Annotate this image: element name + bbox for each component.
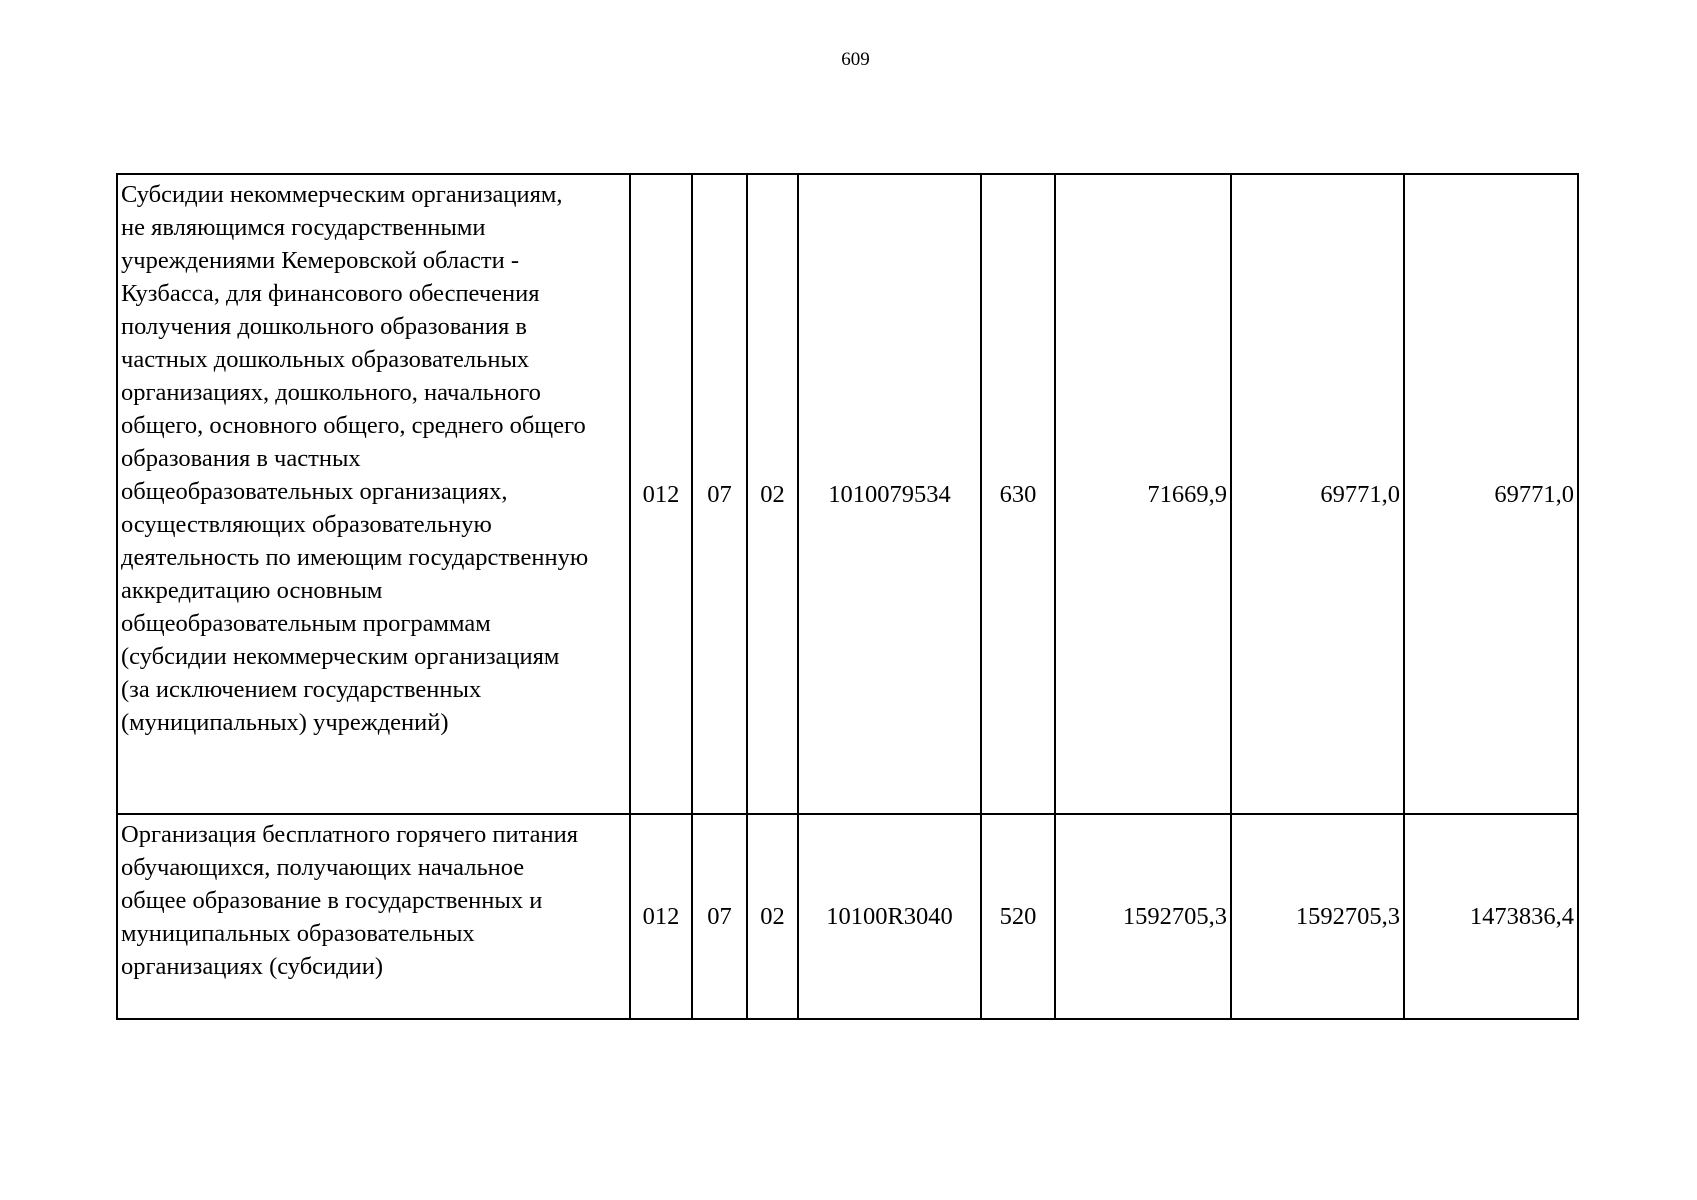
description-line: Организация бесплатного горячего питания xyxy=(121,821,579,848)
description-line: организациях (субсидии) xyxy=(121,953,383,980)
description-line: осуществляющих образовательную xyxy=(121,511,492,538)
table-row xyxy=(117,174,1578,814)
amount-2: 69771,0 xyxy=(1231,174,1404,814)
target-article-code: 10100R3040 xyxy=(798,814,981,1019)
description-line: общеобразовательных организациях, xyxy=(121,478,508,505)
description-line: учреждениями Кемеровской области - xyxy=(121,247,519,274)
description-line: общеобразовательным программам xyxy=(121,610,491,637)
page-number: 609 xyxy=(841,49,870,70)
expense-type-code: 630 xyxy=(981,174,1055,814)
description-line: Кузбасса, для финансового обеспечения xyxy=(121,280,540,307)
description-line: (субсидии некоммерческим организациям xyxy=(121,643,560,670)
description-line: общее образование в государственных и xyxy=(121,887,543,914)
amount-1: 1592705,3 xyxy=(1055,814,1231,1019)
description-line: организациях, дошкольного, начального xyxy=(121,379,541,406)
description-line: частных дошкольных образовательных xyxy=(121,346,530,373)
ministry-code: 012 xyxy=(630,174,692,814)
subsection-code: 02 xyxy=(747,814,798,1019)
description-line: деятельность по имеющим государственную xyxy=(121,544,589,571)
description-line: не являющимся государственными xyxy=(121,214,486,241)
description-line: (за исключением государственных xyxy=(121,676,482,703)
item-description xyxy=(117,814,630,1019)
description-line: получения дошкольного образования в xyxy=(121,313,527,340)
amount-3: 69771,0 xyxy=(1404,174,1578,814)
amount-1: 71669,9 xyxy=(1055,174,1231,814)
amount-2: 1592705,3 xyxy=(1231,814,1404,1019)
item-description xyxy=(117,174,630,814)
section-code: 07 xyxy=(692,174,747,814)
description-line: общего, основного общего, среднего общего xyxy=(121,412,586,439)
target-article-code: 1010079534 xyxy=(798,174,981,814)
section-code: 07 xyxy=(692,814,747,1019)
subsection-code: 02 xyxy=(747,174,798,814)
description-line: образования в частных xyxy=(121,445,361,472)
amount-3: 1473836,4 xyxy=(1404,814,1578,1019)
description-line: (муниципальных) учреждений) xyxy=(121,709,449,736)
description-line: муниципальных образовательных xyxy=(121,920,475,947)
budget-table xyxy=(116,173,1579,1020)
table-row xyxy=(117,814,1578,1019)
description-line: аккредитацию основным xyxy=(121,577,383,604)
description-line: обучающихся, получающих начальное xyxy=(121,854,525,881)
description-line: Субсидии некоммерческим организациям, xyxy=(121,181,563,208)
expense-type-code: 520 xyxy=(981,814,1055,1019)
ministry-code: 012 xyxy=(630,814,692,1019)
